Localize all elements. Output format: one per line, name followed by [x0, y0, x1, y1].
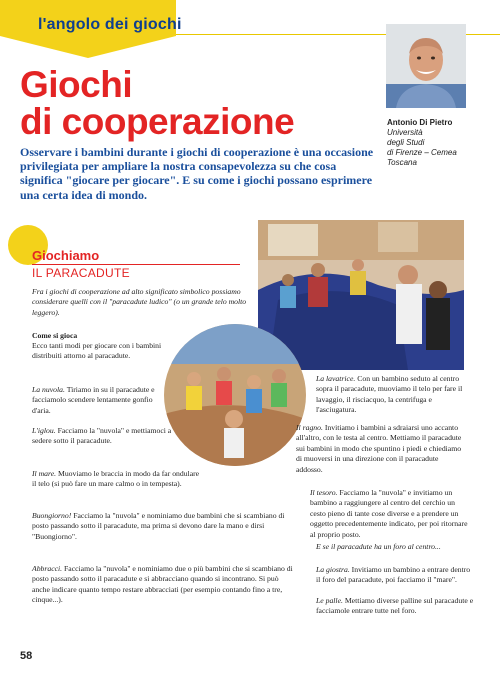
giostra-paragraph — [316, 565, 474, 586]
palle-label: Le palle. — [316, 596, 343, 605]
author-affiliation-1: Università — [387, 128, 423, 137]
giostra-text: Invitiamo un bambino a entrare dentro il foro del paracadute, poi facciamo il "mare". — [316, 565, 471, 585]
author-info — [387, 118, 487, 168]
author-name: Antonio Di Pietro — [387, 118, 453, 127]
article-title-line2: di cooperazione — [20, 101, 295, 142]
lavatrice-paragraph — [316, 374, 464, 416]
header-yellow-wedge — [0, 36, 176, 58]
abbracci-label: Abbracci. — [32, 564, 63, 573]
game-title: IL PARACADUTE — [32, 266, 130, 280]
how-text: Ecco tanti modi per giocare con i bambini distribuiti attorno al paracadute. — [32, 341, 162, 361]
giostra-label: La giostra. — [316, 565, 350, 574]
nuvola-paragraph — [32, 385, 162, 416]
how-title: Come si gioca — [32, 331, 78, 340]
game-kicker: Giochiamo — [32, 248, 100, 263]
buongiorno-label: Buongiorno! — [32, 511, 72, 520]
palle-text: Mettiamo diverse palline sul paracadute e facciamole entrare tutte nel foro. — [316, 596, 474, 616]
nuvola-text: Tiriamo in su il paracadute e facciamolo scendere lentamente gonfio d'aria. — [32, 385, 155, 415]
abbracci-text: Facciamo la "nuvola" e nominiamo due o più bambini che si scambiano di posto passando sotto il paracadute e si abbracciano quando si incontrano. Si può anche indicare quanto tempo restare abbracciati (per esempio contando fino a tre, cinque...). — [32, 564, 293, 605]
article-lead: Osservare i bambini durante i giochi di cooperazione è una occasione privilegiata per ampliare la nostra consapevolezza su che cosa significa "giocare per giocare". E su come i giochi possano esprimere una certa idea di mondo. — [20, 145, 374, 202]
author-affiliation-2: degli Studi — [387, 138, 425, 147]
iglu-text: Facciamo la "nuvola" e mettiamoci a sedere sotto il paracadute. — [32, 426, 172, 446]
author-affiliation-3: di Firenze – Cemea — [387, 148, 457, 157]
lavatrice-label: La lavatrice. — [316, 374, 356, 383]
mare-text: Muoviamo le braccia in modo da far ondulare il telo (si può fare un mare calmo o in tempesta). — [32, 469, 200, 489]
buongiorno-paragraph — [32, 511, 297, 542]
mare-label: Il mare. — [32, 469, 57, 478]
ragno-text: Invitiamo i bambini a sdraiarsi uno accanto all'altro, con le testa al centro. Mettiamo il paracadute sui bambini in modo che spuntino i piedi e chiediamo di muoversi in una direzione con il paracadute addosso. — [296, 423, 462, 474]
intro-paragraph: Fra i giochi di cooperazione ad alto significato simbolico possiamo considerare quelli con il "paracadute ludico" (o un grande telo molto leggero). — [32, 287, 247, 317]
foro-paragraph: E se il paracadute ha un foro al centro... — [316, 542, 441, 551]
photo-parachute-group — [258, 220, 464, 370]
nuvola-label: La nuvola. — [32, 385, 65, 394]
abbracci-paragraph — [32, 564, 297, 606]
section-title: l'angolo dei giochi — [38, 16, 182, 33]
ragno-paragraph — [296, 423, 464, 475]
game-rule — [32, 264, 240, 265]
lavatrice-text: Con un bambino seduto al centro sopra il paracadute, muoviamo il telo per fare il lavaggio, il risciacquo, la centrifuga e l'asciugatura. — [316, 374, 463, 415]
buongiorno-text: Facciamo la "nuvola" e nominiamo due bambini che si scambiano di posto passando sotto il paracadute, ma prima si devono dare la mano e dirsi "Buongiorno". — [32, 511, 285, 541]
tesoro-label: Il tesoro. — [310, 488, 338, 497]
tesoro-text: Facciamo la "nuvola" e invitiamo un bambino a raggiungere al centro del cerchio un cesto pieno di tante cose diverse e a prendere un oggetto precedentemente indicato, per poi ritornare al proprio posto. — [310, 488, 468, 539]
iglu-paragraph — [32, 426, 174, 447]
article-title-line1: Giochi — [20, 64, 133, 105]
ragno-label: Il ragno. — [296, 423, 323, 432]
article-title — [20, 66, 294, 140]
mare-paragraph — [32, 469, 202, 490]
author-affiliation-4: Toscana — [387, 158, 417, 167]
iglu-label: L'iglou. — [32, 426, 56, 435]
page-number: 58 — [20, 650, 33, 662]
tesoro-paragraph — [310, 488, 468, 540]
author-portrait — [386, 24, 466, 108]
photo-children-circle — [164, 324, 306, 466]
palle-paragraph — [316, 596, 474, 617]
